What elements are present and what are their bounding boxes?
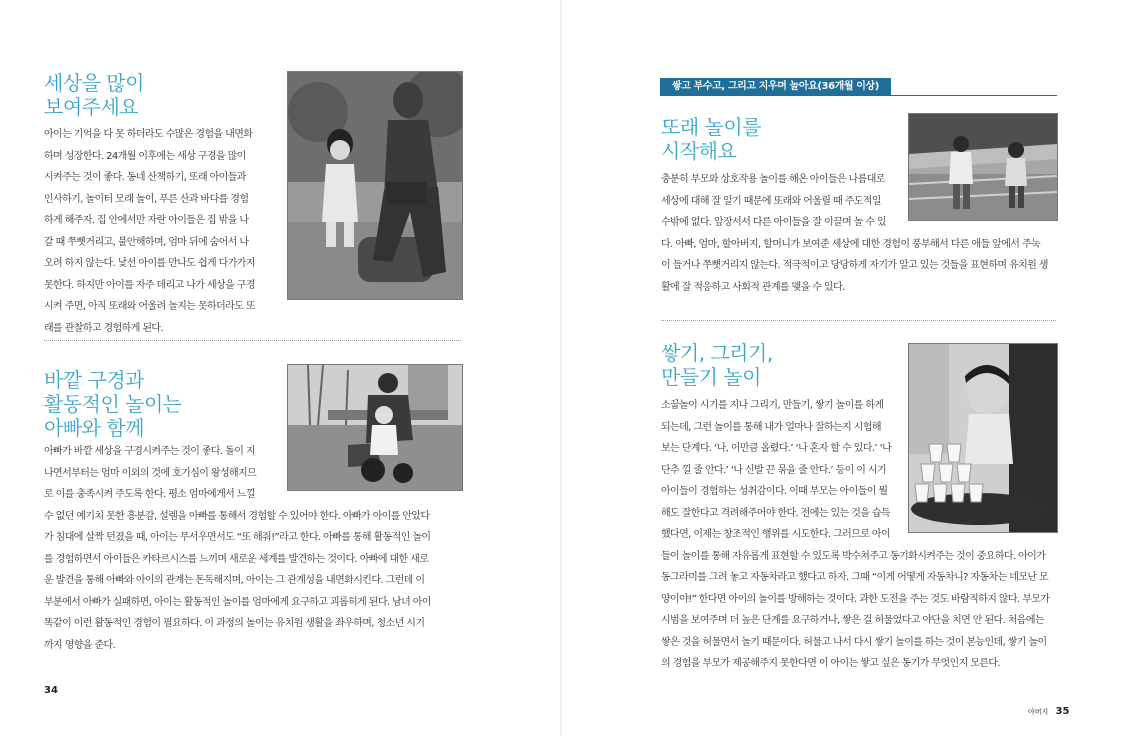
page-number-right: 아버지 35 <box>1028 706 1070 717</box>
section-body-dad-play: 아빠가 바깥 세상을 구경시켜주는 것이 좋다. 돌이 지 나면서부터는 엄마 이외의 것에 호기심이 왕성해지므 로 이를 충족시켜 주도록 한다. 평소 엄마에게서 느낄 수 없던 예기치 못한 흥분감, 설렘을 아빠를 통해서 경험할 수 있어야 한다. 아빠가 아이를 안았다 가 침대에 살짝 던졌을 때, 아이는 무서우면서도 “또 해줘!”라고 한다. 아빠를 통해 활동적인 놀이 를 경험하면서 아이들은 카타르시스를 느끼며 새로운 세계를 발견하는 것이다. 아빠에 대한 새로 운 발견을 통해 아빠와 아이의 관계는 돈독해지며, 아이는 그 관계성을 내면화시킨다. 그런데 이 부분에서 아빠가 실패하면, 아이는 활동적인 놀이를 엄마에게 요구하고 괴롭히게 된다. 남녀 아이 똑같이 이런 활동적인 경험이 필요하다. 이 과정의 놀이는 유치원 생활을 좌우하며, 청소년 시기 까지 영향을 준다. <box>44 446 431 651</box>
chapter-tag: 쌓고 부수고, 그리고 지우며 놀아요(36개월 이상) <box>660 78 891 95</box>
page-number: 34 <box>44 685 58 696</box>
section-heading-dad-play: 바깥 구경과 활동적인 놀이는 아빠와 함께 <box>44 368 182 440</box>
section-divider <box>44 340 461 341</box>
section-divider-right <box>661 320 1056 321</box>
right-page <box>561 0 1123 736</box>
folio-section-label: 아버지 <box>1028 708 1049 716</box>
section-body-building-play: 소꿉놀이 시기를 지나 그리기, 만들기, 쌓기 놀이를 하게 되는데, 그런 놀이를 통해 내가 얼마나 잘하는지 시험해 보는 단계다. ‘나, 이만큼 올렸다.’ ‘나 혼자 할 수 있다.’ ‘나 단추 낄 줄 안다.’ ‘나 신발 끈 묶을 줄 안다.’ 등이 이 시기 아이들이 경험하는 성취감이다. 이때 부모는 아이들이 뭘 해도 잘한다고 격려해주어야 한다. 전에는 있는 것을 습득 했다면, 이제는 창조적인 행위를 시도한다. 그러므로 아이 들이 놀이를 통해 자유롭게 표현할 수 있도록 박수쳐주고 동기화시켜주는 것이 중요하다. 아이가 동그라미를 그려 놓고 자동차라고 했다고 하자. 그때 “이게 어떻게 자동차니? 자동차는 네모난 모 양이야!” 한다면 아이의 놀이를 방해하는 것이다. 과한 도전을 주는 것도 바람직하지 않다. 부모가 시범을 보여주며 더 높은 단계를 요구하거나, 쌓은 걸 허물었다고 야단을 치면 안 된다. 처음에는 쌓은 것을 허물면서 놀기 때문이다. 허물고 나서 다시 쌓기 놀이를 하는 것이 본능인데, 쌓기 놀이 의 경험을 부모가 제공해주지 못한다면 이 아이는 쌓고 싶은 동기가 무엇인지 모른다. <box>661 400 1050 669</box>
section-heading-see-world: 세상을 많이 보여주세요 <box>44 71 144 119</box>
section-body-peer-play: 충분히 부모와 상호작용 놀이를 해온 아이들은 나름대로 세상에 대해 잘 알기 때문에 또래와 어울릴 때 주도적일 수밖에 없다. 앞장서서 다른 아이들을 잘 이끌며 놀 수 있 다. 아빠, 엄마, 할아버지, 할머니가 보여준 세상에 대한 경험이 풍부해서 다른 애들 앞에서 주눅 이 들거나 쭈뼛거리지 않는다. 적극적이고 당당하게 자기가 알고 있는 것들을 표현하며 유치원 생 활에 잘 적응하고 사회적 관계를 맺을 수 있다. <box>661 174 1048 293</box>
chapter-tag-rule <box>660 95 1057 96</box>
photo-child-with-statue <box>287 71 463 300</box>
section-heading-peer-play: 또래 놀이를 시작해요 <box>661 115 761 163</box>
statue-photo-illustration <box>288 72 462 299</box>
section-heading-building-play: 쌓기, 그리기, 만들기 놀이 <box>661 341 773 389</box>
section-body-see-world: 아이는 기억을 다 못 하더라도 수많은 경험을 내면화 하며 성장한다. 24개월 이후에는 세상 구경을 많이 시켜주는 것이 좋다. 동네 산책하기, 또래 아이들과 인사하기, 놀이터 모래 놀이, 푸른 산과 바다를 경험 하게 해주자. 집 안에서만 자란 아이들은 집 밖을 나 갈 때 쭈뼛거리고, 불안해하며, 엄마 뒤에 숨어서 나 오려 하지 않는다. 낯선 아이를 만나도 쉽게 다가가지 못한다. 하지만 아이를 자주 데리고 나가 세상을 구경 시켜 주면, 아직 또래와 어울려 놀지는 못하더라도 또 래를 관찰하고 경험하게 된다. <box>44 129 255 334</box>
left-page <box>0 0 561 736</box>
